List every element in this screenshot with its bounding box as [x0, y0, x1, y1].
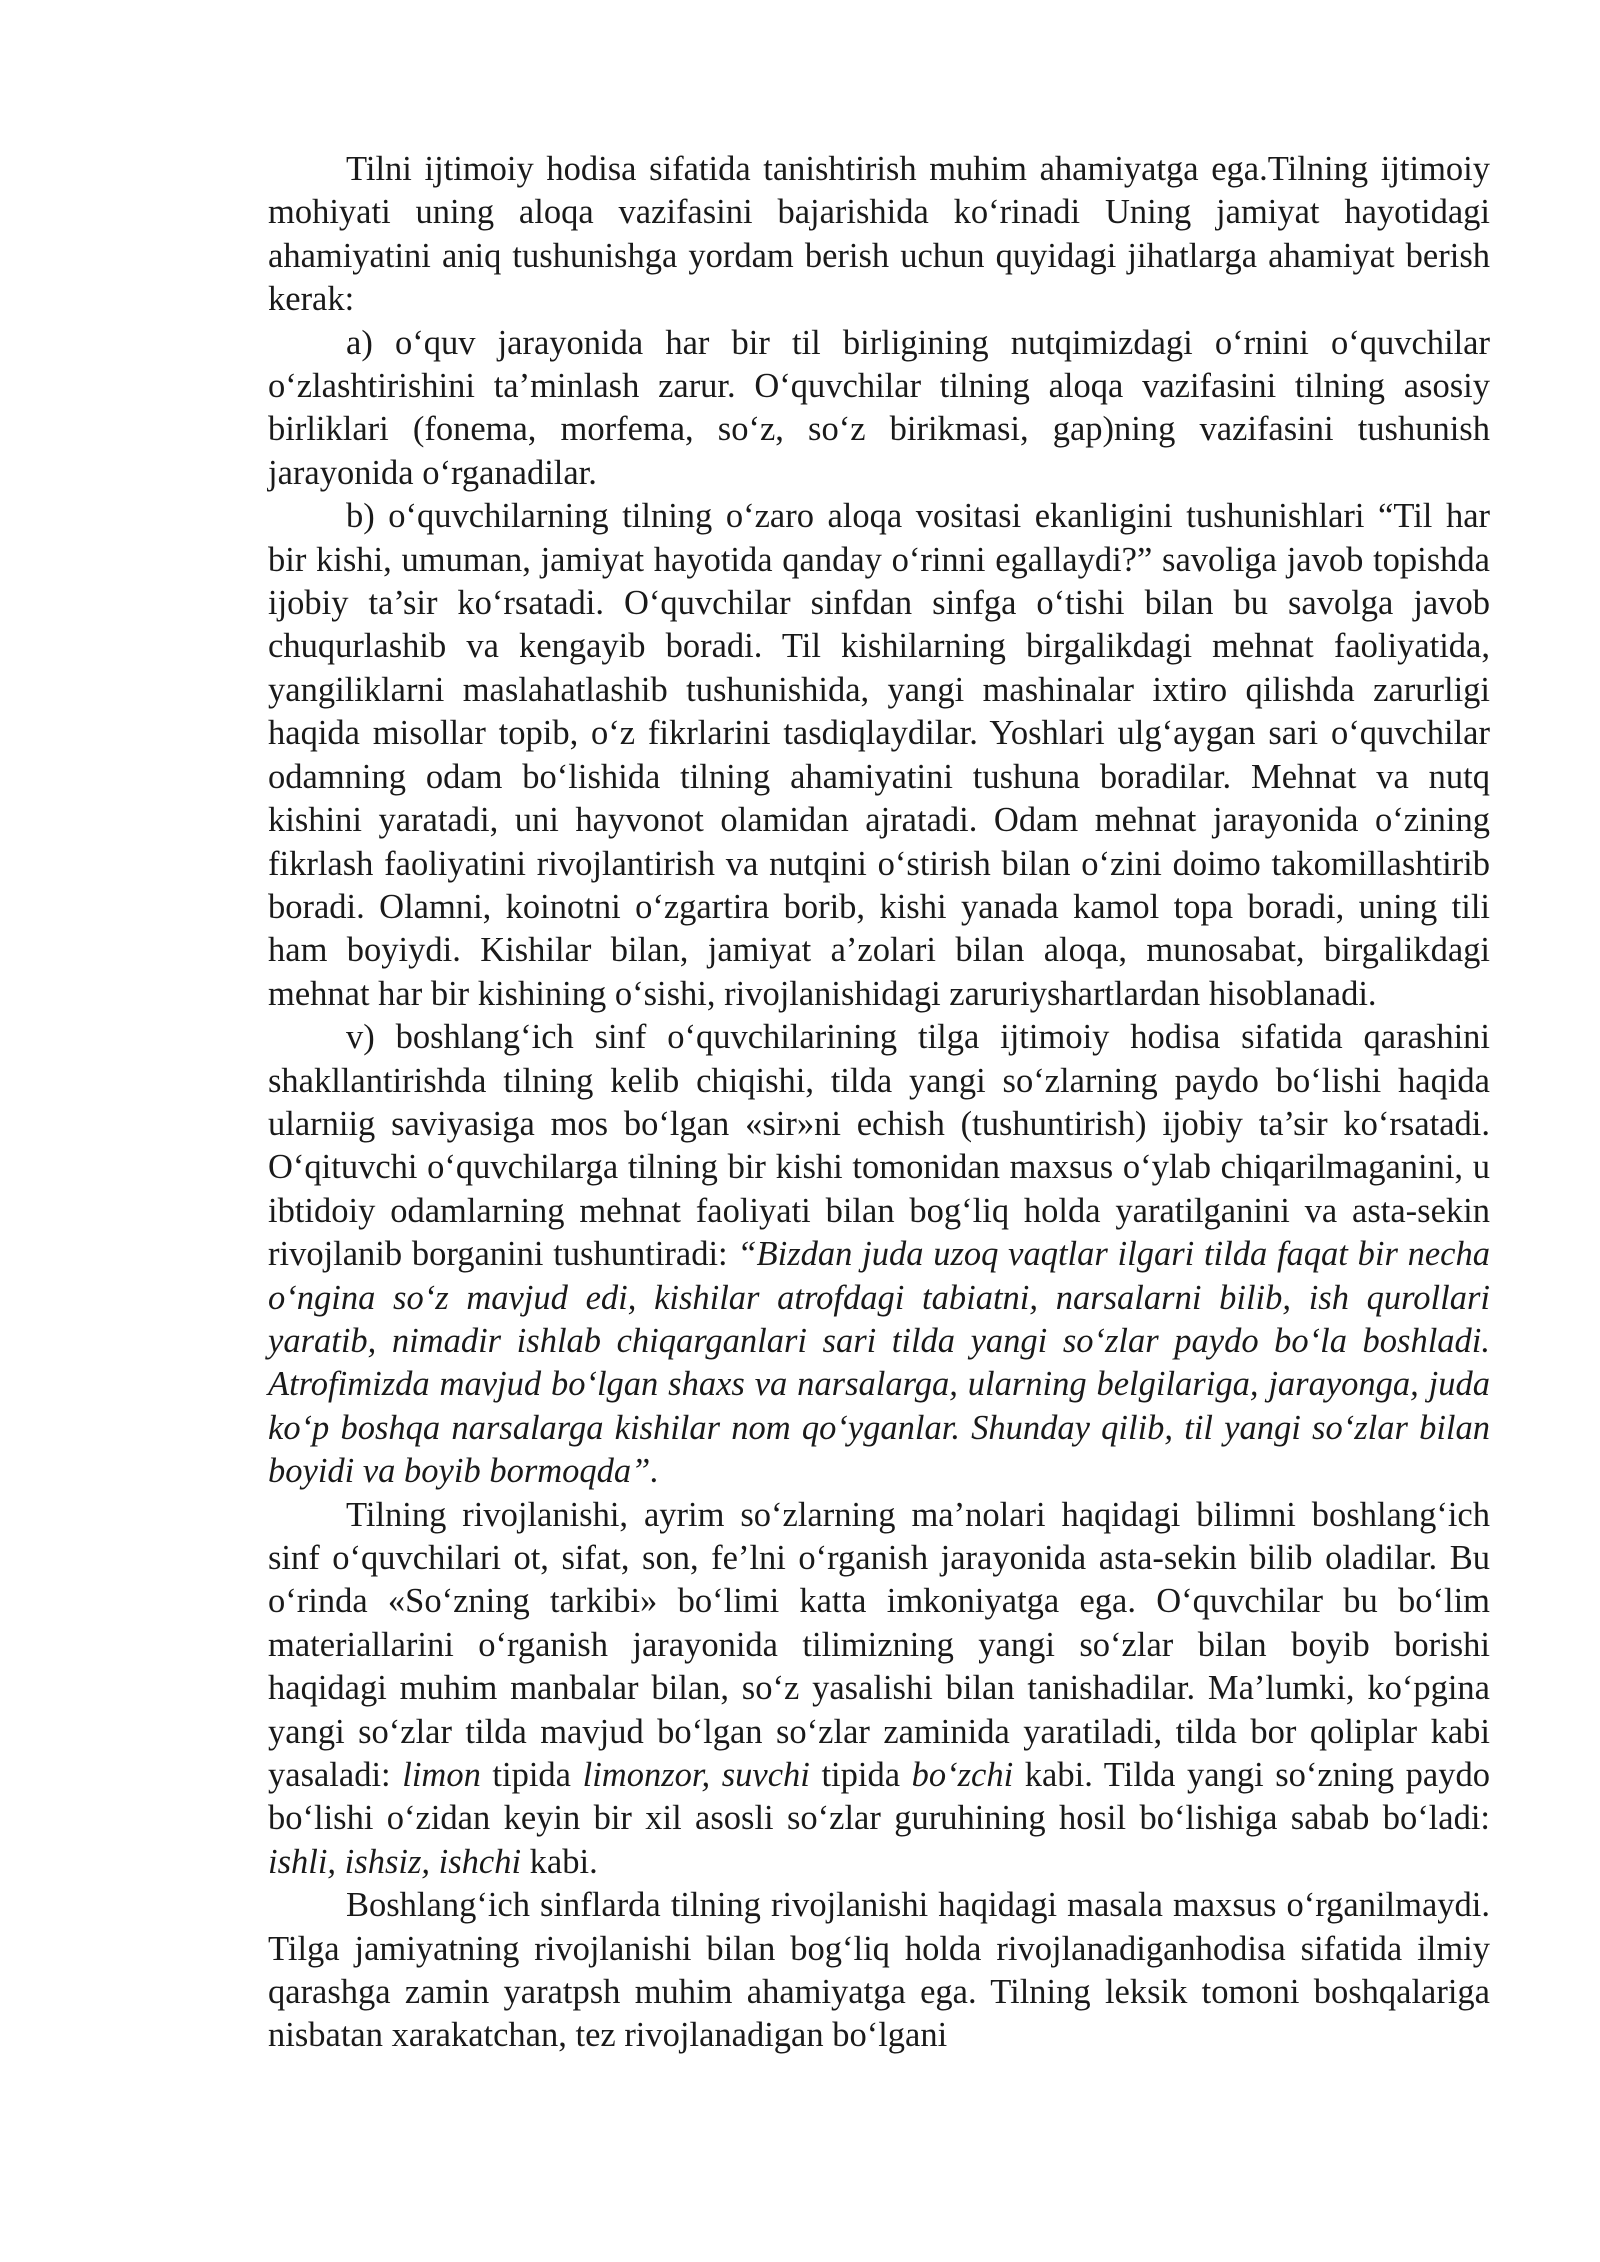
word-formation-text-5: kabi.: [521, 1842, 598, 1881]
paragraph-point-v: [268, 1016, 1490, 1493]
word-formation-text-1: Tilning rivojlanishi, ayrim so‘zlarning ma’nolari haqidagi bilimni boshlang‘ich sinf o‘quvchilari ot, sifat, son, fe’lni o‘rganish jarayonida asta-sekin bilib oladilar. Bu o‘rinda «So‘zning tarkibi» bo‘limi katta imkoniyatga ega. O‘quvchilar bu bo‘lim materiallarini o‘rganish jarayonida tilimizning yangi so‘zlar bilan boyib borishi haqidagi muhim manbalar bilan, so‘z yasalishi bilan tanishadilar. Ma’lumki, ko‘pgina yangi so‘zlar tilda mavjud bo‘lgan so‘zlar zaminida yaratiladi, tilda bor qoliplar kabi yasaladi:: [268, 1495, 1490, 1795]
paragraph-point-a: a) o‘quv jarayonida har bir til birligining nutqimizdagi o‘rnini o‘quvchilar o‘zlashtirishini ta’minlash zarur. O‘quvchilar tilning aloqa vazifasini tilning asosiy birliklari (fonema, morfema, so‘z, so‘z birikmasi, gap)ning vazifasini tushunish jarayonida o‘rganadilar.: [268, 323, 1490, 492]
word-formation-text-4: kabi. Tilda yangi so‘zning paydo bo‘lishi o‘zidan keyin bir xil asosli so‘zlar guruhining hosil bo‘lishiga sabab bo‘ladi:: [268, 1756, 1490, 1838]
example-limon: limon: [402, 1756, 481, 1795]
example-bozchi: bo‘zchi: [911, 1756, 1014, 1795]
paragraph-point-b: b) o‘quvchilarning tilning o‘zaro aloqa vositasi ekanligini tushunishlari “Til har bir kishi, umuman, jamiyat hayotida qanday o‘rinni egallaydi?” savoliga javob topishda ijobiy ta’sir ko‘rsatadi. O‘quvchilar sinfdan sinfga o‘tishi bilan bu savolga javob chuqurlashib va kengayib boradi. Til kishilarning birgalikdagi mehnat faoliyatida, yangiliklarni maslahatlashib tushunishida, yangi mashinalar ixtiro qilishda zarurligi haqida misollar topib, o‘z fikrlarini tasdiqlaydilar. Yoshlari ulg‘aygan sari o‘quvchilar odamning odam bo‘lishida tilning ahamiyatini tushuna boradilar. Mehnat va nutq kishini yaratadi, uni hayvonot olamidan ajratadi. Odam mehnat jarayonida o‘zining fikrlash faoliyatini rivojlantirish va nutqini o‘stirish bilan o‘zini doimo takomillashtirib boradi. Olamni, koinotni o‘zgartira borib, kishi yanada kamol topa boradi, uning tili ham boyiydi. Kishilar bilan, jamiyat a’zolari bilan aloqa, munosabat, birgalikdagi mehnat har bir kishining o‘sishi, rivojlanishidagi zaruriyshartlardan hisoblanadi.: [268, 497, 1490, 1013]
point-v-text: v) boshlang‘ich sinf o‘quvchilarining tilga ijtimoiy hodisa sifatida qarashini shakllantirishda tilning kelib chiqishi, tilda yangi so‘zlarning paydo bo‘lishi haqida ularniig saviyasiga mos bo‘lgan «sir»ni echish (tushuntirish) ijobiy ta’sir ko‘rsatadi. O‘qituvchi o‘quvchilarga tilning bir kishi tomonidan maxsus o‘ylab chiqarilmaganini, u ibtidoiy odamlarning mehnat faoliyati bilan bog‘liq holda yaratilganini va asta-sekin rivojlanib borganini tushuntiradi:: [268, 1018, 1490, 1274]
word-formation-text-3: tipida: [809, 1756, 912, 1795]
paragraph-word-formation: [268, 1494, 1490, 1885]
point-v-quote: “Bizdan juda uzoq vaqtlar ilgari tilda faqat bir necha o‘ngina so‘z mavjud edi, kishilar atrofdagi tabiatni, narsalarni bilib, ish qurollari yaratib, nimadir ishlab chiqarganlari sari tilda yangi so‘zlar paydo bo‘la boshladi. Atrofimizda mavjud bo‘lgan shaxs va narsalarga, ularning belgilariga, jarayonga, juda ko‘p boshqa narsalarga kishilar nom qo‘yganlar. Shunday qilib, til yangi so‘zlar bilan boyidi va boyib bormoqda”.: [268, 1235, 1490, 1491]
word-formation-text-2: tipida: [480, 1756, 583, 1795]
paragraph-intro: Tilni ijtimoiy hodisa sifatida tanishtirish muhim ahamiyatga ega.Tilning ijtimoiy mohiyati uning aloqa vazifasini bajarishida ko‘rinadi Uning jamiyat hayotidagi ahamiyatini aniq tushunishga yordam berish uchun quyidagi jihatlarga ahamiyat berish kerak:: [268, 150, 1490, 319]
paragraph-primary-classes: Boshlang‘ich sinflarda tilning rivojlanishi haqidagi masala maxsus o‘rganilmaydi. Tilga jamiyatning rivojlanishi bilan bog‘liq holda rivojlanadiganhodisa sifatida ilmiy qarashga zamin yaratpsh muhim ahamiyatga ega. Tilning leksik tomoni boshqalariga nisbatan xarakatchan, tez rivojlanadigan bo‘lgani: [268, 1886, 1490, 2055]
example-ishli-ishsiz-ishchi: ishli, ishsiz, ishchi: [268, 1842, 522, 1881]
example-limonzor-suvchi: limonzor, suvchi: [582, 1756, 810, 1795]
document-page: [268, 148, 1490, 2058]
